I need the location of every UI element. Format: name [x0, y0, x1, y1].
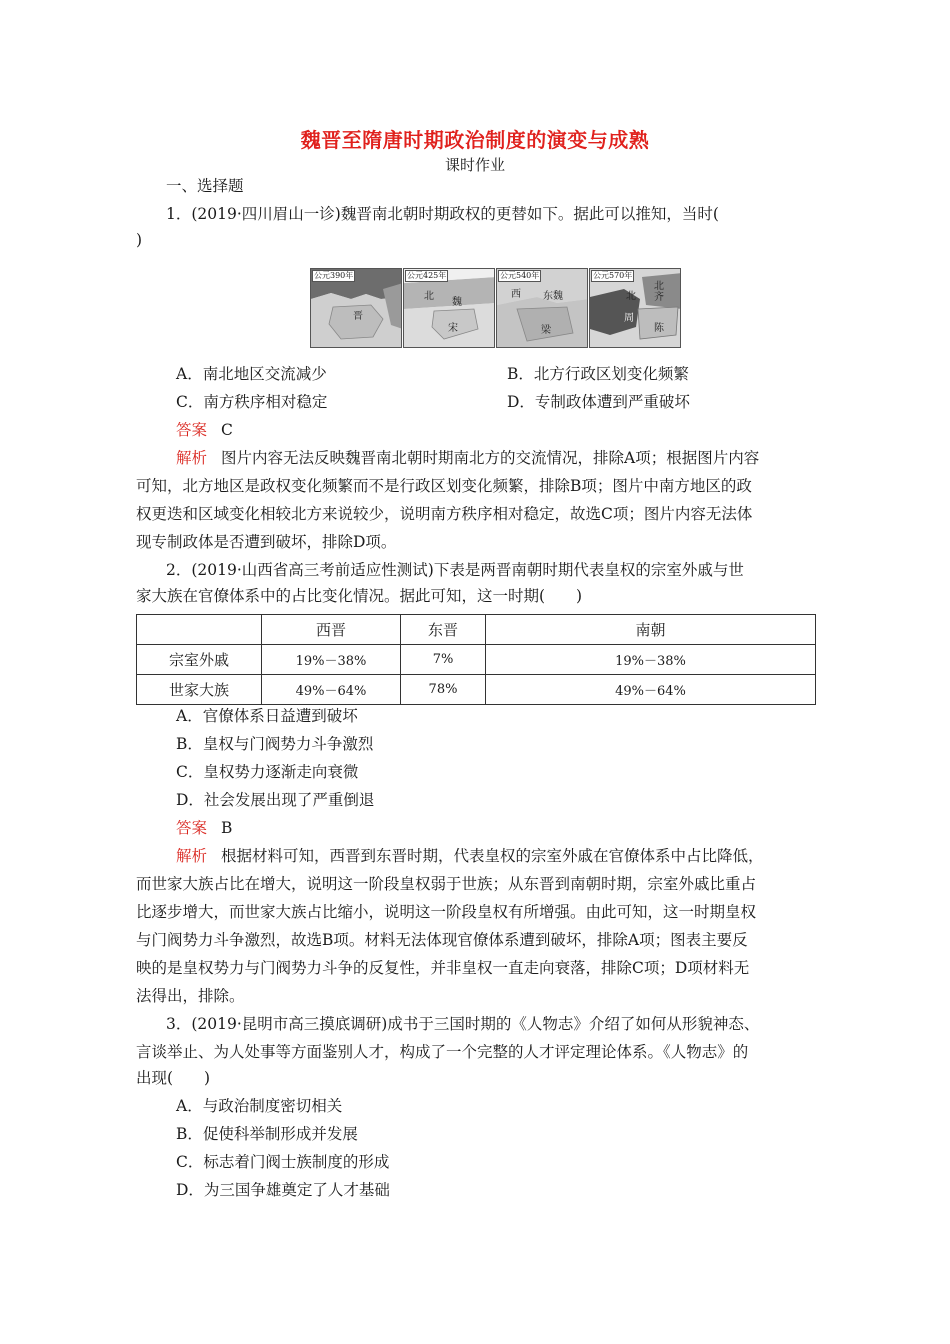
- q1-analysis-line-4: 现专制政体是否遭到破坏，排除D项。: [136, 533, 397, 551]
- table-row: [137, 675, 816, 705]
- q1-map-570: [589, 268, 681, 348]
- q3-option-d: D．为三国争雄奠定了人才基础: [176, 1181, 390, 1199]
- map-region-label: 周: [624, 313, 634, 324]
- q1-stem-line-1: 1．(2019·四川眉山一诊)魏晋南北朝时期政权的更替如下。据此可以推知，当时(: [166, 205, 719, 223]
- map-region-label: 陈: [654, 323, 664, 334]
- map-year-label: 公元570年: [593, 271, 633, 280]
- table-header-row: [137, 615, 816, 645]
- q2-answer: [176, 818, 856, 838]
- table-header-cell: 东晋: [401, 615, 486, 645]
- q2-option-c: C．皇权势力逐渐走向衰微: [176, 763, 359, 781]
- table-cell: 7%: [401, 645, 486, 675]
- q1-option-c: C．南方秩序相对稳定: [176, 393, 328, 411]
- q3-option-c: C．标志着门阀士族制度的形成: [176, 1153, 390, 1171]
- answer-value: B: [221, 819, 233, 837]
- table-cell: 19%－38%: [262, 645, 401, 675]
- q3-stem-line-1: 3．(2019·昆明市高三摸底调研)成书于三国时期的《人物志》介绍了如何从形貌神态、: [166, 1015, 760, 1033]
- answer-value: C: [221, 421, 233, 439]
- q3-stem-line-2: 言谈举止、为人处事等方面鉴别人才，构成了一个完整的人才评定理论体系。《人物志》的: [136, 1043, 749, 1061]
- q2-analysis-line-2: 而世家大族占比在增大，说明这一阶段皇权弱于世族；从东晋到南朝时期，宗室外戚比重占: [136, 875, 757, 893]
- table-row: [137, 645, 816, 675]
- map-region-label: 东魏: [543, 291, 563, 302]
- map-region-label: 西: [511, 289, 521, 300]
- q2-analysis-line-6: 法得出，排除。: [136, 987, 245, 1005]
- answer-label: 答案: [176, 421, 208, 439]
- q1-option-d: D．专制政体遭到严重破坏: [507, 393, 690, 411]
- q3-stem-line-3: 出现( ): [136, 1069, 211, 1087]
- q1-map-540: [496, 268, 588, 348]
- q2-analysis-line-1: [176, 846, 856, 866]
- analysis-label: 解析: [176, 847, 208, 865]
- q2-analysis-line-4: 与门阀势力斗争激烈，故选B项。材料无法体现官僚体系遭到破坏，排除A项；图表主要反: [136, 931, 748, 949]
- map-region-label: 魏: [452, 297, 462, 308]
- table-cell: 宗室外戚: [137, 645, 262, 675]
- analysis-text: 根据材料可知，西晋到东晋时期，代表皇权的宗室外戚在官僚体系中占比降低，: [221, 847, 764, 865]
- q2-option-b: B．皇权与门阀势力斗争激烈: [176, 735, 374, 753]
- map-region-label: 北: [626, 291, 636, 302]
- map-year-label: 公元390年: [314, 271, 354, 280]
- q1-map-strip: [310, 268, 690, 348]
- table-cell: 19%－38%: [486, 645, 816, 675]
- map-year-label: 公元425年: [407, 271, 447, 280]
- map-region-label: 北: [424, 291, 434, 302]
- q2-option-d: D．社会发展出现了严重倒退: [176, 791, 375, 809]
- map-year-label: 公元540年: [500, 271, 540, 280]
- table-cell: 49%－64%: [486, 675, 816, 705]
- document-title: 魏晋至隋唐时期政治制度的演变与成熟: [300, 128, 650, 152]
- section-heading: 一、选择题: [166, 177, 244, 195]
- table-header-cell: [137, 615, 262, 645]
- document-subtitle: 课时作业: [444, 156, 505, 174]
- q3-option-a: A．与政治制度密切相关: [176, 1097, 343, 1115]
- q2-stem-line-1: 2．(2019·山西省高三考前适应性测试)下表是两晋南朝时期代表皇权的宗室外戚与世: [166, 561, 744, 579]
- q1-stem-line-2: ): [136, 231, 143, 249]
- q2-data-table: [136, 614, 816, 705]
- q1-answer: [176, 420, 856, 440]
- table-cell: 78%: [401, 675, 486, 705]
- q1-map-425: [403, 268, 495, 348]
- table-header-cell: 南朝: [486, 615, 816, 645]
- analysis-label: 解析: [176, 449, 208, 467]
- q2-analysis-line-5: 映的是皇权势力与门阀势力斗争的反复性，并非皇权一直走向衰落，排除C项；D项材料无: [136, 959, 750, 977]
- map-region-label: 宋: [448, 323, 458, 334]
- table-header-cell: 西晋: [262, 615, 401, 645]
- q2-analysis-line-3: 比逐步增大，而世家大族占比缩小，说明这一阶段皇权有所增强。由此可知，这一时期皇权: [136, 903, 757, 921]
- q1-analysis-line-1: [176, 448, 856, 468]
- map-region-label: 北齐: [654, 281, 664, 303]
- table-cell: 世家大族: [137, 675, 262, 705]
- q1-analysis-line-3: 权更迭和区域变化相较北方来说较少，说明南方秩序相对稳定，故选C项；图片内容无法体: [136, 505, 753, 523]
- q1-option-b: B．北方行政区划变化频繁: [507, 365, 689, 383]
- q1-analysis-line-2: 可知，北方地区是政权变化频繁而不是行政区划变化频繁，排除B项；图片中南方地区的政: [136, 477, 752, 495]
- q1-option-a: A．南北地区交流减少: [176, 365, 327, 383]
- analysis-text: 图片内容无法反映魏晋南北朝时期南北方的交流情况，排除A项；根据图片内容: [221, 449, 760, 467]
- answer-label: 答案: [176, 819, 208, 837]
- q2-stem-line-2: 家大族在官僚体系中的占比变化情况。据此可知，这一时期( ): [136, 587, 583, 605]
- q2-option-a: A．官僚体系日益遭到破坏: [176, 707, 358, 725]
- map-region-label: 梁: [541, 325, 551, 336]
- q1-map-390: [310, 268, 402, 348]
- map-region-label: 晋: [353, 311, 363, 322]
- q3-option-b: B．促使科举制形成并发展: [176, 1125, 358, 1143]
- table-cell: 49%－64%: [262, 675, 401, 705]
